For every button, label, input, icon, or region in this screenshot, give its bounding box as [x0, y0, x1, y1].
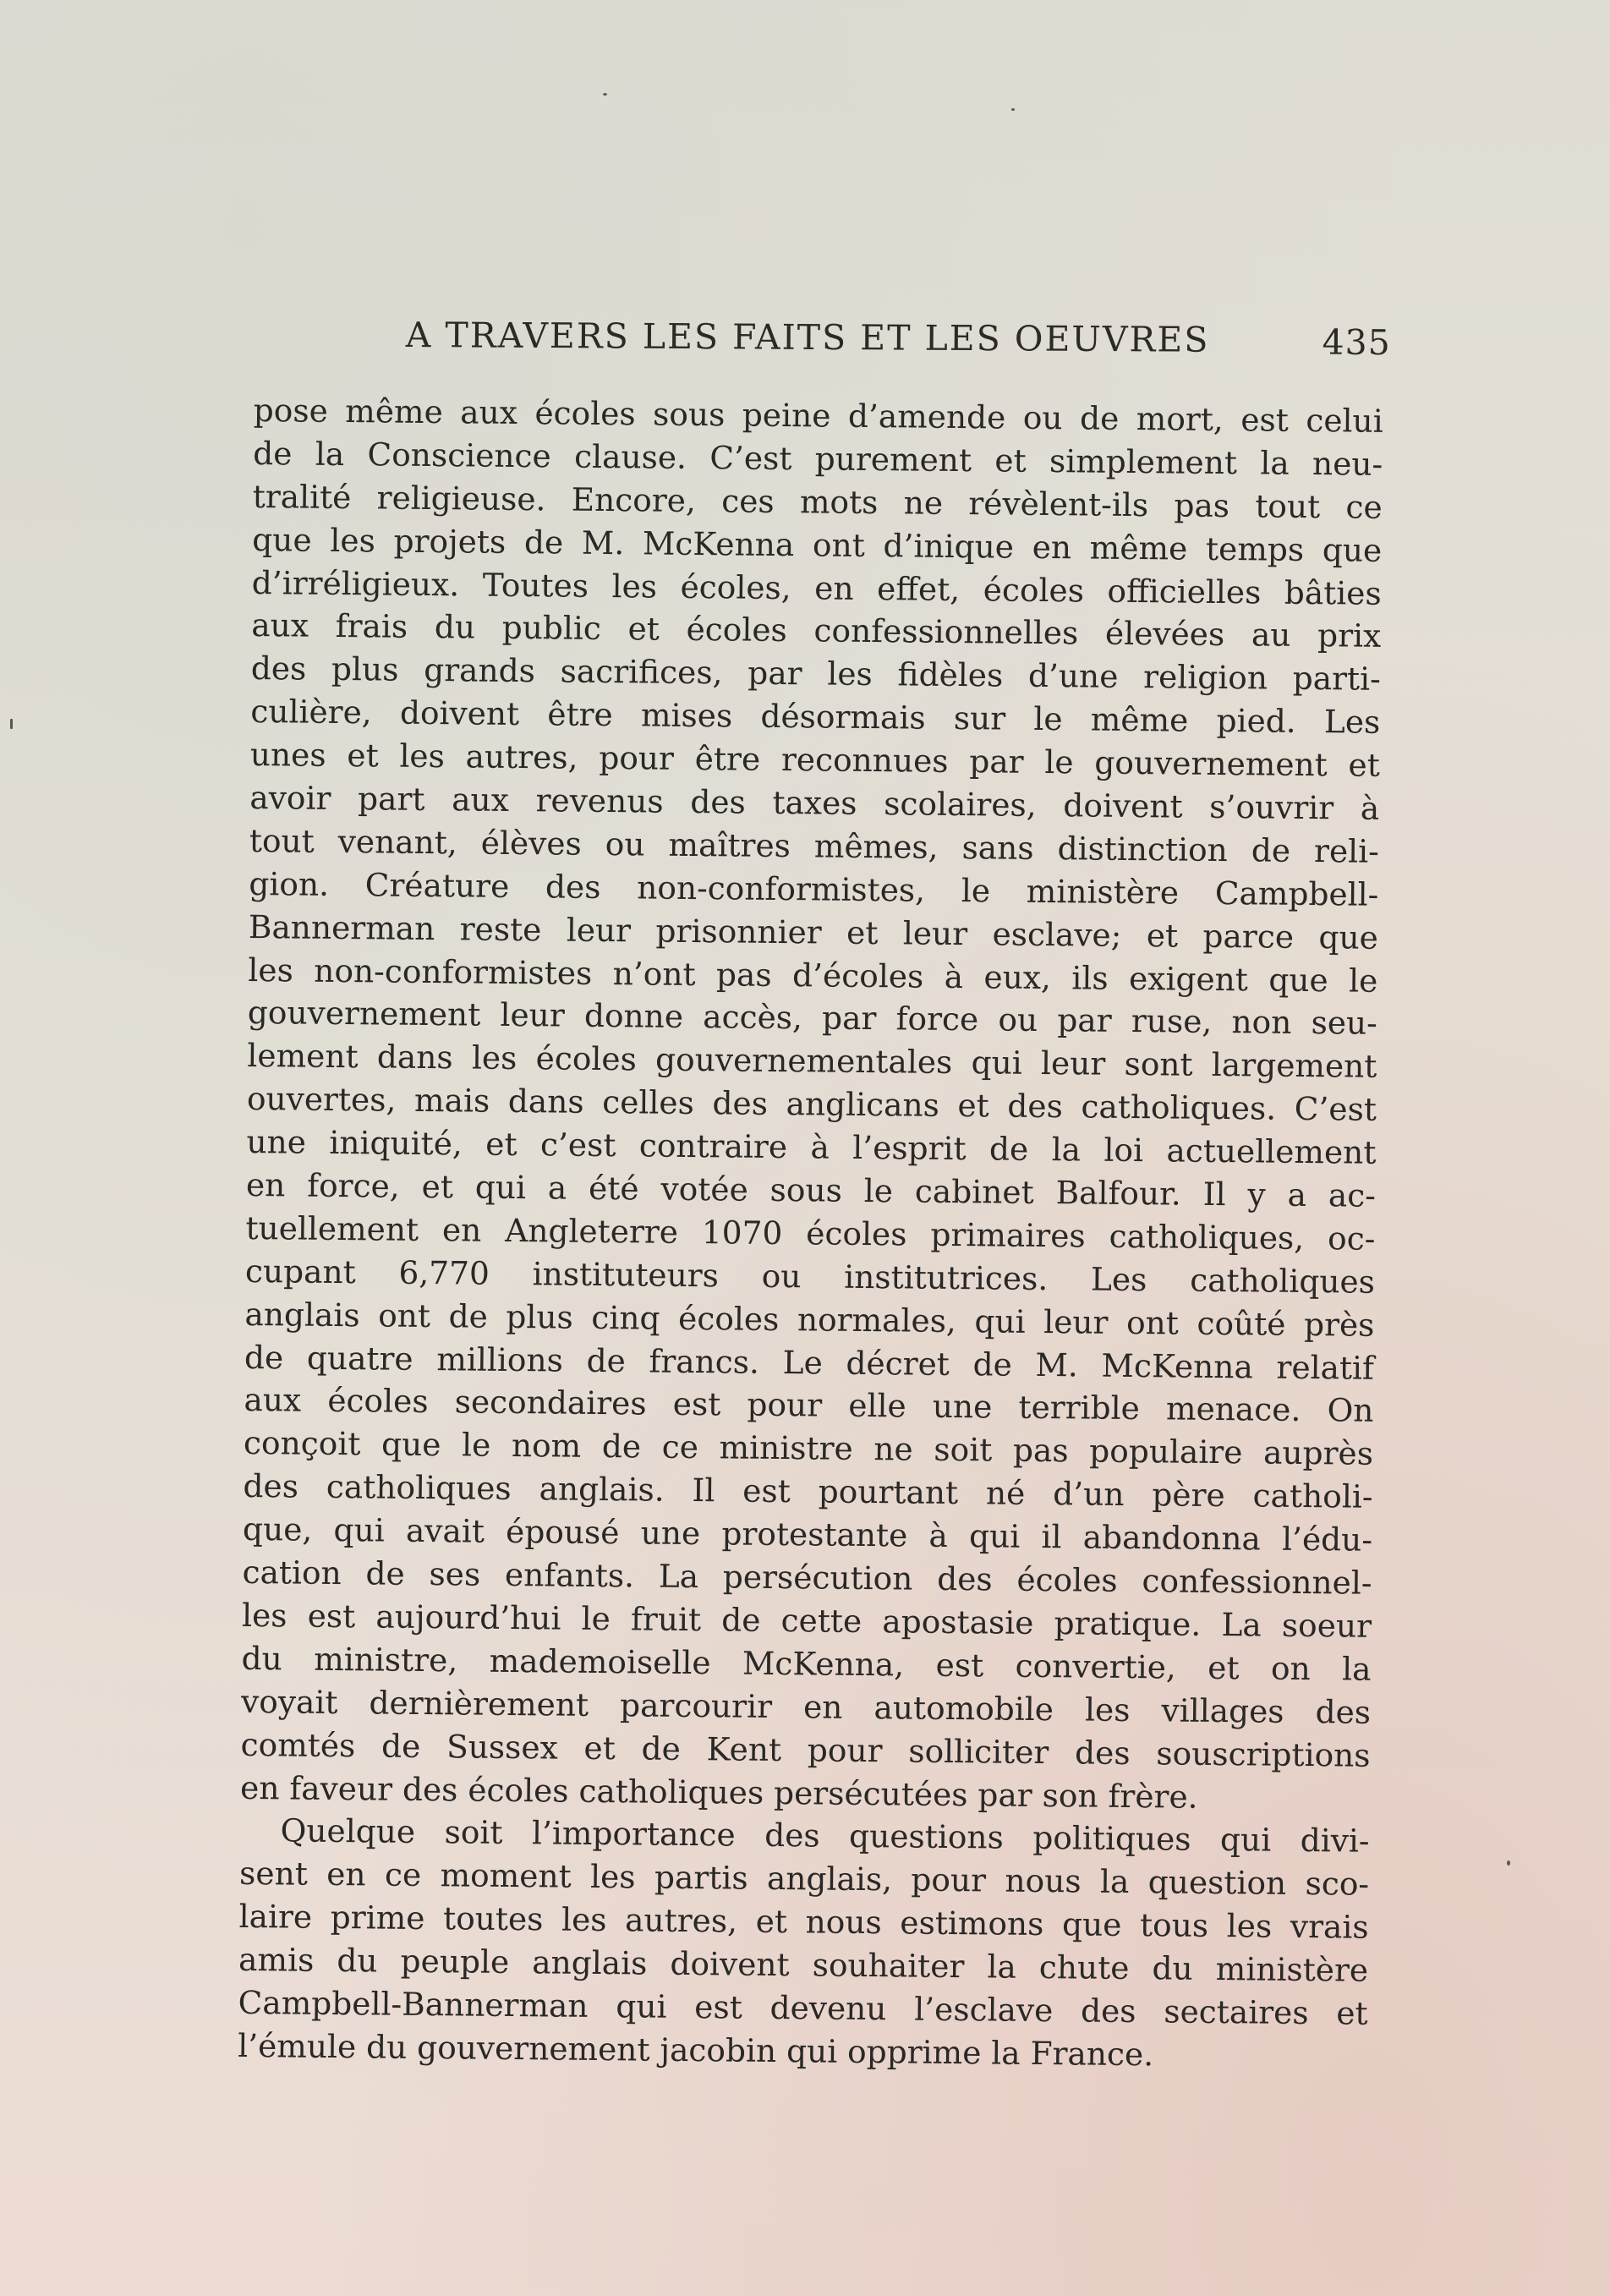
running-head: A TRAVERS LES FAITS ET LES OEUVRES — [405, 315, 1210, 360]
text-line: avoir part aux revenus des taxes scolaires, doivent s’ouvrir à — [249, 778, 1380, 827]
text-line: de la Conscience clause. C’est purement et simplement la neu- — [253, 434, 1383, 483]
paper-speck — [1507, 1860, 1510, 1866]
text-line: ouvertes, mais dans celles des anglicans et des catholiques. C’est — [246, 1080, 1377, 1129]
text-line: que les projets de M. McKenna ont d’inique en même temps que — [252, 520, 1383, 569]
text-line: des plus grands sacrifices, par les fidèles d’une religion parti- — [250, 649, 1381, 699]
text-line: lement dans les écoles gouvernementales qui leur sont largement — [247, 1037, 1377, 1086]
text-line: culière, doivent être mises désormais sur le même pied. Les — [250, 693, 1381, 742]
text-line: de quatre millions de francs. Le décret de M. McKenna relatif — [244, 1338, 1375, 1387]
text-line: tout venant, élèves ou maîtres mêmes, sans distinction de reli- — [249, 821, 1380, 870]
text-line: unes et les autres, pour être reconnues par le gouvernement et — [249, 736, 1381, 784]
text-line: comtés de Sussex et de Kent pour solliciter des souscriptions — [240, 1725, 1371, 1774]
text-line: pose même aux écoles sous peine d’amende ou de mort, est celui — [253, 391, 1383, 440]
text-line: amis du peuple anglais doivent souhaiter la chute du ministère — [238, 1940, 1369, 1989]
paper-speck — [1011, 108, 1015, 111]
text-line: des catholiques anglais. Il est pourtant né d’un père catholi- — [243, 1467, 1373, 1516]
text-line: les non-conformistes n’ont pas d’écoles à eux, ils exigent que le — [248, 951, 1378, 1000]
text-line: l’émule du gouvernement jacobin qui opprime la France. — [237, 2026, 1154, 2074]
text-line: que, qui avait épousé une protestante à qui il abandonna l’édu- — [242, 1510, 1373, 1559]
text-line: Campbell-Bannerman qui est devenu l’esclave des sectaires et — [238, 1983, 1368, 2032]
text-line: sent en ce moment les partis anglais, pour nous la question sco- — [238, 1855, 1370, 1904]
text-line: voyait dernièrement parcourir en automobile les villages des — [240, 1682, 1372, 1731]
text-line: aux frais du public et écoles confessionnelles élevées au prix — [251, 606, 1382, 655]
text-line: anglais ont de plus cinq écoles normales, qui leur ont coûté près — [244, 1295, 1375, 1344]
text-line: Quelque soit l’importance des questions politiques qui divi- — [280, 1811, 1370, 1860]
page-number: 435 — [1322, 321, 1391, 364]
page-header — [406, 315, 1391, 371]
text-line: tuellement en Angleterre 1070 écoles primaires catholiques, oc- — [245, 1208, 1376, 1258]
text-line: cupant 6,770 instituteurs ou institutrices. Les catholiques — [244, 1252, 1376, 1301]
text-line: tralité religieuse. Encore, ces mots ne révèlent-ils pas tout ce — [252, 477, 1383, 526]
text-line: en force, et qui a été votée sous le cabinet Balfour. Il y a ac- — [245, 1165, 1377, 1214]
text-line: aux écoles secondaires est pour elle une terrible menace. On — [244, 1381, 1374, 1430]
paper-speck — [10, 719, 13, 729]
text-line: Bannerman reste leur prisonnier et leur esclave; et parce que — [248, 907, 1379, 956]
text-line: gion. Créature des non-conformistes, le ministère Campbell- — [249, 864, 1379, 913]
text-line: conçoit que le nom de ce ministre ne soit pas populaire auprès — [243, 1424, 1374, 1473]
text-line: cation de ses enfants. La persécution des écoles confessionnel- — [242, 1553, 1372, 1602]
paper-speck — [603, 93, 607, 96]
text-line: du ministre, mademoiselle McKenna, est convertie, et on la — [241, 1639, 1372, 1688]
body-text — [238, 389, 1383, 2078]
text-line: les est aujourd’hui le fruit de cette apostasie pratique. La soeur — [241, 1596, 1372, 1645]
text-line: en faveur des écoles catholiques persécutées par son frère. — [239, 1768, 1198, 1816]
text-line: une iniquité, et c’est contraire à l’esprit de la loi actuellement — [246, 1123, 1377, 1171]
text-line: gouvernement leur donne accès, par force ou par ruse, non seu- — [247, 994, 1378, 1043]
text-line: d’irréligieux. Toutes les écoles, en effet, écoles officielles bâties — [251, 563, 1382, 612]
text-line: laire prime toutes les autres, et nous estimons que tous les vrais — [238, 1898, 1369, 1946]
